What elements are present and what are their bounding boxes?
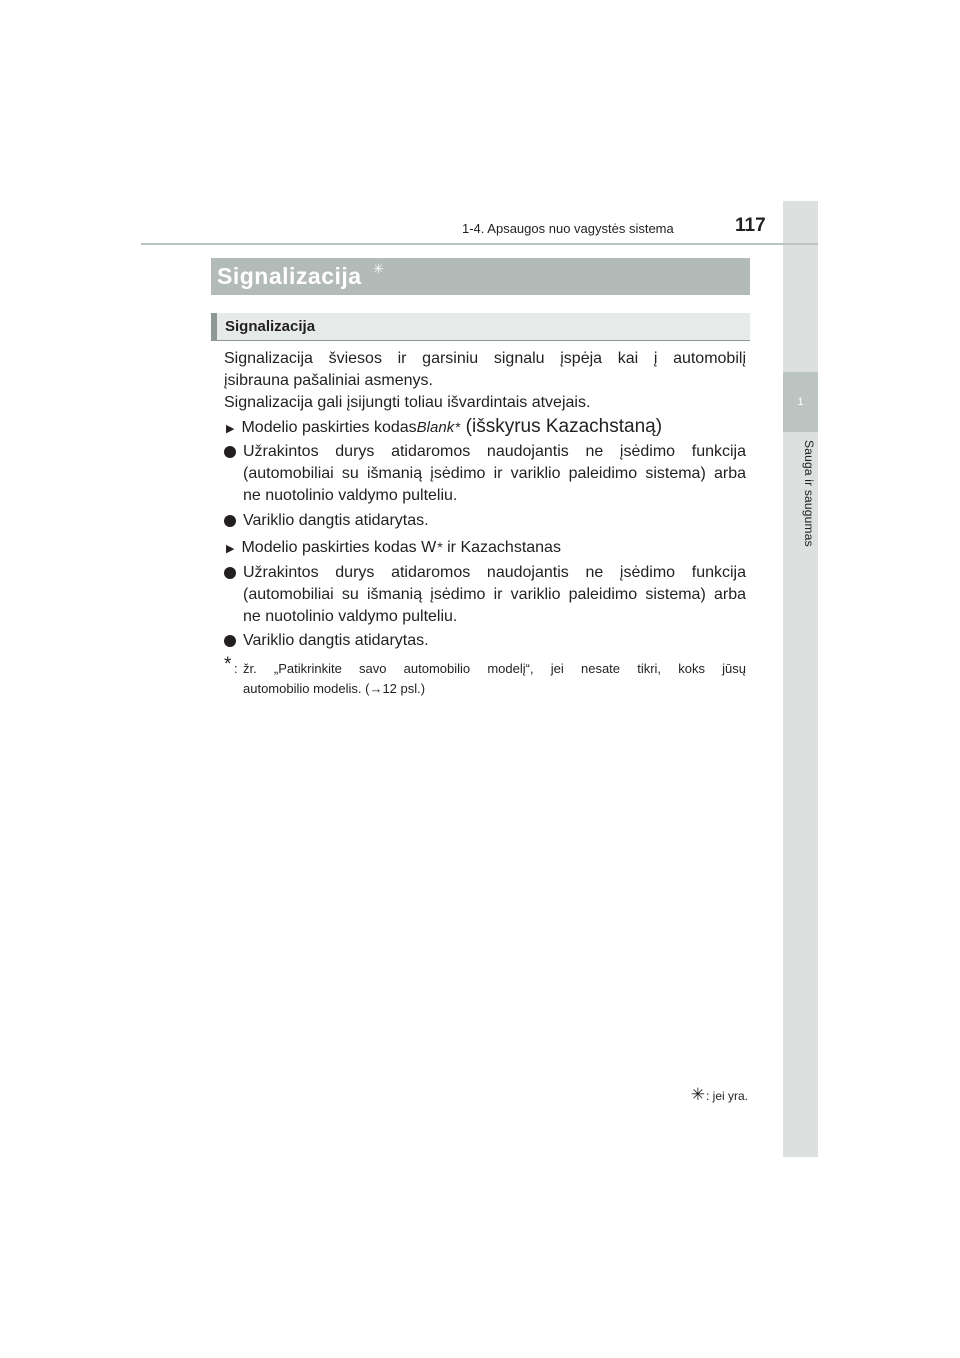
group2-bullet-2: [224, 630, 746, 652]
group2-heading-suffix: ir Kazachstanas: [442, 539, 561, 556]
group1-bullet-1-line-3: ne nuotolinio valdymo pulteliu.: [243, 487, 458, 504]
section-banner: [211, 258, 750, 295]
intro-line-3: Signalizacija gali įsijungti toliau išvardintais atvejais.: [224, 394, 591, 411]
subsection-title: Signalizacija: [225, 318, 316, 335]
footnote-mark: *: [224, 654, 232, 675]
intro-line-1: Signalizacija šviesos ir garsiniu signalu įspėja kai į automobilį: [224, 350, 746, 367]
footnote: [224, 654, 746, 699]
group1-heading-prefix: Modelio paskirties kodas: [241, 419, 417, 436]
group1-bullet-2: [224, 510, 746, 532]
group1-heading-italic: Blank: [416, 419, 455, 436]
bullet-icon: [224, 446, 236, 458]
footnote-line-2: automobilio modelis. (→12 psl.): [243, 681, 426, 696]
subsection-bar: [211, 313, 217, 340]
group2-bullet-1: [224, 562, 746, 628]
group1-bullet-2-text: Variklio dangtis atidarytas.: [243, 512, 429, 529]
group1-heading-suffix: (išskyrus Kazachstaną): [465, 416, 663, 437]
section-title: Signalizacija: [217, 263, 362, 289]
optional-star-icon: ✳: [690, 1085, 705, 1104]
availability-note: [691, 1085, 748, 1105]
optional-star-icon: ✳: [373, 261, 384, 276]
group1-bullet-1-line-1: Užrakintos durys atidaromos naudojantis ne įsėdimo funkcija: [243, 443, 746, 460]
running-header: 1-4. Apsaugos nuo vagystės sistema: [462, 221, 674, 236]
bullet-icon: [224, 515, 236, 527]
group1-heading: ▶ Modelio paskirties kodas Blank * (išskyrus Kazachstaną): [226, 416, 662, 440]
chapter-title: Sauga ir saugumas: [802, 440, 816, 547]
footnote-colon: :: [234, 661, 238, 676]
footnote-line-1: žr. „Patikrinkite savo automobilio modelį“, jei nesate tikri, koks jūsų: [243, 661, 746, 676]
group2-bullet-1-line-3: ne nuotolinio valdymo pulteliu.: [243, 608, 458, 625]
group2-bullet-1-line-2: (automobiliai su išmanią įsėdimo ir variklio paleidimo sistema) arba: [243, 586, 746, 603]
intro-line-2: įsibrauna pašaliniai asmenys.: [224, 372, 433, 389]
group2-heading: ▶ Modelio paskirties kodas W * ir Kazachstanas: [226, 537, 561, 560]
triangle-right-icon: ▶: [226, 423, 235, 435]
bullet-icon: [224, 567, 236, 579]
page-number: 117: [735, 215, 766, 236]
bullet-icon: [224, 635, 236, 647]
group1-bullet-1: [224, 441, 746, 507]
group1-bullet-1-line-2: (automobiliai su išmanią įsėdimo ir variklio paleidimo sistema) arba: [243, 465, 746, 482]
side-chapter-tab: [783, 201, 818, 1157]
availability-note-text: : jei yra.: [705, 1089, 748, 1103]
header-rule: [141, 243, 818, 245]
triangle-right-icon: ▶: [226, 543, 235, 555]
subsection-heading: [211, 313, 750, 341]
group2-heading-prefix: Modelio paskirties kodas W: [241, 539, 437, 556]
group2-bullet-1-line-1: Užrakintos durys atidaromos naudojantis ne įsėdimo funkcija: [243, 564, 746, 581]
group2-bullet-2-text: Variklio dangtis atidarytas.: [243, 632, 429, 649]
chapter-number: 1: [783, 372, 818, 432]
